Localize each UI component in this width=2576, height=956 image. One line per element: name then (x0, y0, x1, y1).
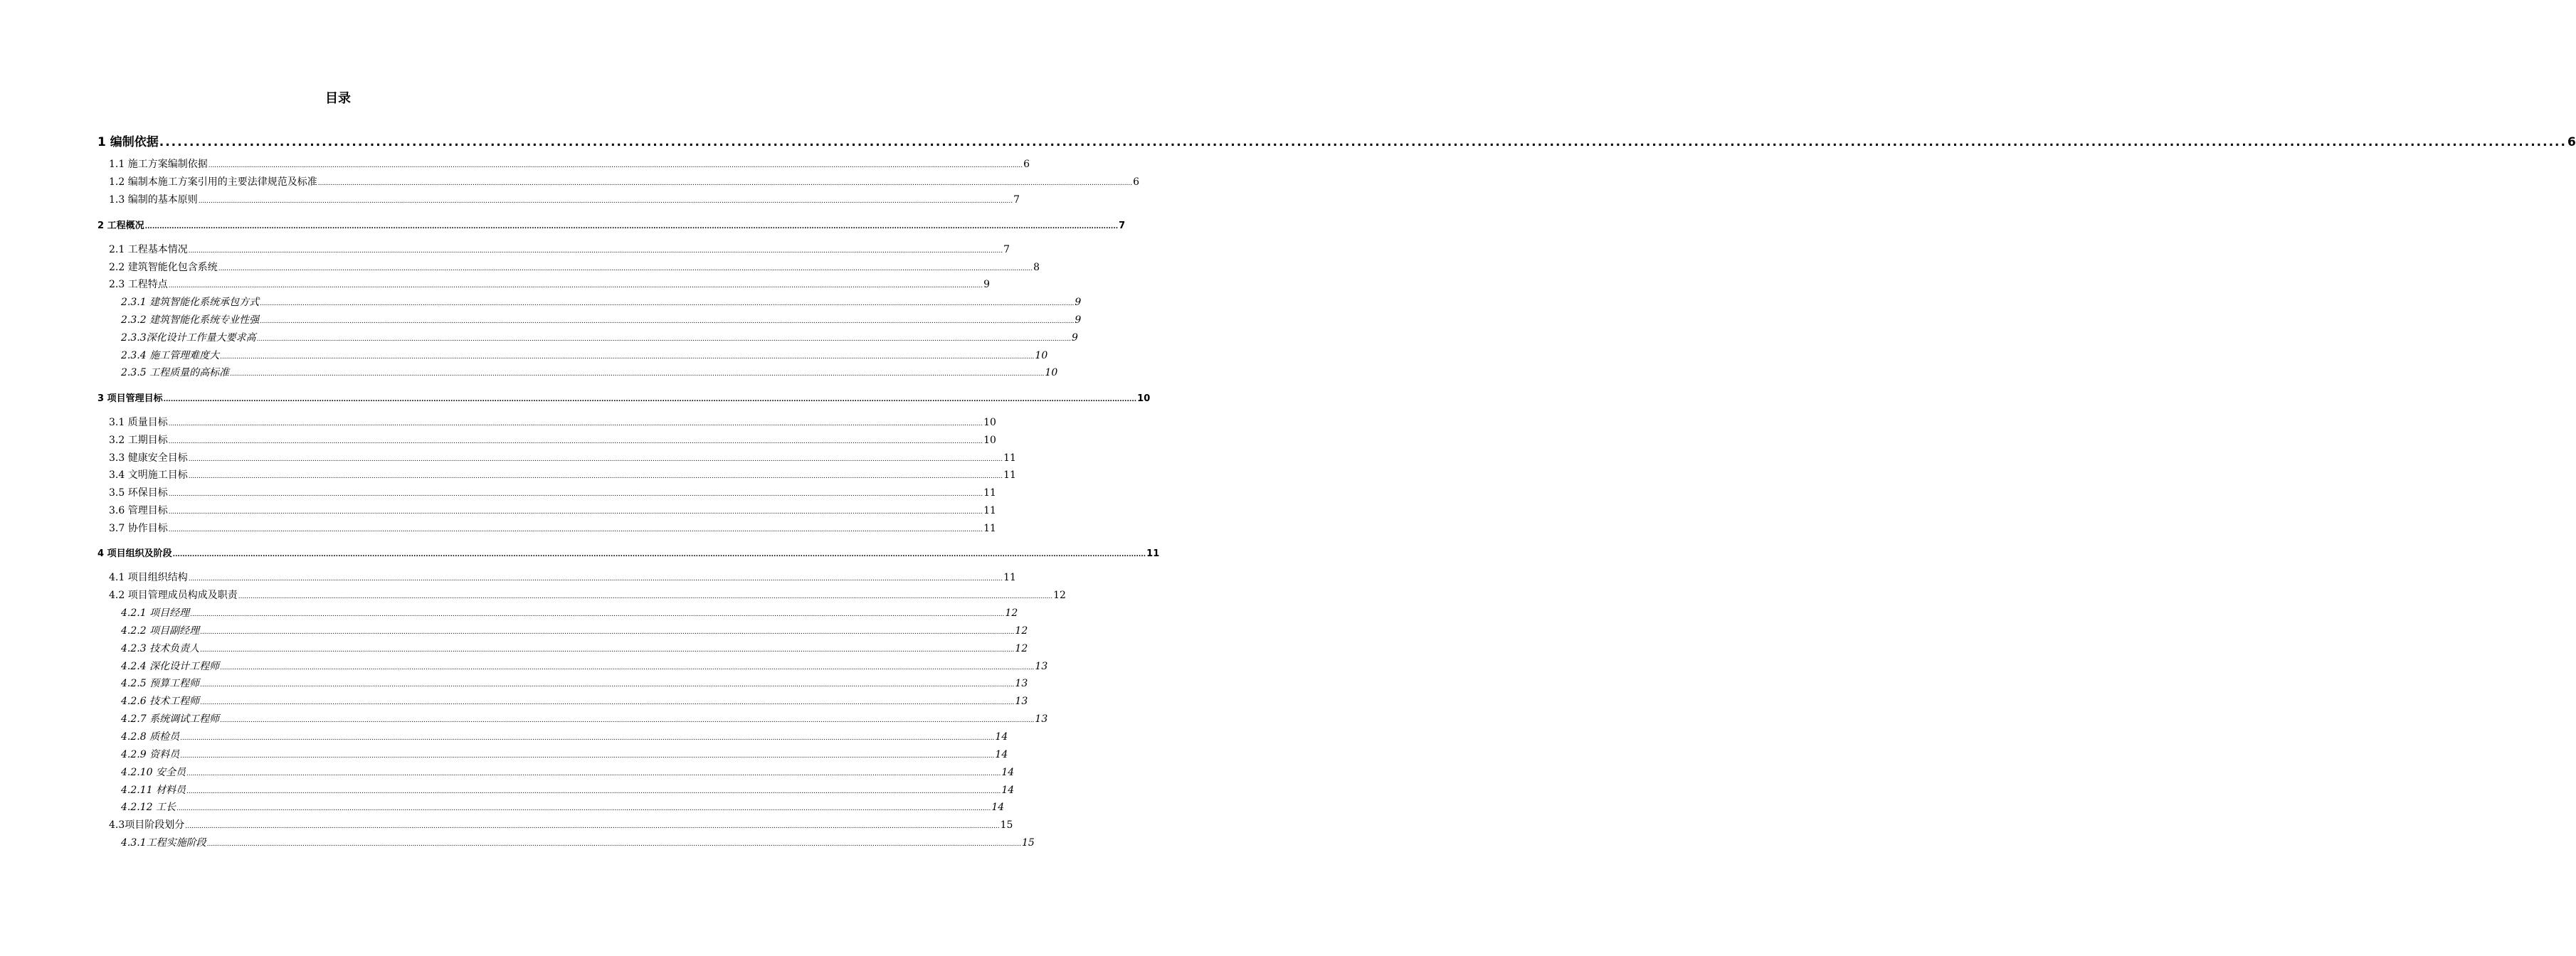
toc-entry-page: 6 (1023, 159, 1030, 170)
toc-leader-dots: ................................................................................................................................................................................................................................................................................................................................................................................................................ (260, 318, 1075, 325)
toc-leader-dots: ................................................................................................................................................................................................................................................................................................................................................................................................................ (176, 805, 991, 812)
toc-leader-dots: ................................................................................................................................................................................................................................................................................................................................................................................................................ (260, 300, 1075, 307)
toc-leader-dots: ................................................................................................................................................................................................................................................................................................................................................................................................................ (188, 248, 1003, 255)
toc-entry-label: 4.2.8 质检员 (121, 731, 180, 743)
toc-entry-page: 12 (1053, 590, 1066, 601)
toc-leader-dots: ................................................................................................................................................................................................................................................................................................................................................................................................................ (238, 593, 1053, 600)
toc-leader-dots: ................................................................................................................................................................................................................................................................................................................................................................................................................ (256, 336, 1071, 343)
toc-entry-page: 11 (1003, 469, 1016, 481)
toc-entry-label: 1.2 编制本施工方案引用的主要法律规范及标准 (109, 176, 317, 188)
toc-entry-page: 11 (1003, 452, 1016, 464)
toc-entry-page: 11 (1146, 548, 1160, 559)
toc-leader-dots: ................................................................................................................................................................................................................................................................................................................................................................................................................ (168, 526, 983, 533)
toc-leader-dots: ................................................................................................................................................................................................................................................................................................................................................................................................................ (206, 841, 1021, 848)
toc-entry-page: 14 (995, 749, 1008, 760)
toc-entry-page: 10 (1045, 367, 1058, 378)
toc-entry-page: 8 (1033, 262, 1040, 273)
toc-entry-page: 14 (1001, 785, 1015, 796)
toc-entry-page: 10 (983, 435, 996, 446)
toc-leader-dots: ................................................................................................................................................................................................................................................................................................................................................................................................................ (168, 438, 983, 445)
toc-leader-dots: ................................................................................................................................................................................................................................................................................................................................................................................................................ (168, 509, 983, 516)
toc-entry-label: 1 编制依据 (97, 135, 159, 149)
toc-entry-label: 3.3 健康安全目标 (109, 452, 188, 464)
toc-entry-label: 1.3 编制的基本原则 (109, 194, 198, 206)
toc-entry[interactable] (109, 521, 996, 535)
toc-entry-page: 9 (1071, 332, 1078, 344)
toc-entry[interactable] (109, 450, 1016, 464)
toc-entry[interactable] (109, 432, 996, 447)
toc-entry[interactable] (109, 588, 1066, 602)
toc-entry-label: 4.2.6 技术工程师 (121, 696, 200, 707)
toc-entry[interactable] (109, 174, 1139, 188)
toc-entry-page: 13 (1035, 713, 1048, 725)
toc-entry-label: 4.2.2 项目副经理 (121, 625, 200, 637)
toc-entry[interactable] (121, 711, 1048, 726)
toc-entry-page: 7 (1119, 221, 1126, 231)
toc-entry[interactable] (121, 729, 1008, 743)
toc-entry-label: 4.2.1 项目经理 (121, 607, 190, 619)
toc-entry[interactable] (97, 132, 2576, 149)
toc-leader-dots: ................................................................................................................................................................................................................................................................................................................................................................................................................ (144, 223, 1119, 230)
toc-entry[interactable] (121, 676, 1028, 690)
toc-entry[interactable] (109, 415, 996, 429)
toc-entry[interactable] (121, 800, 1005, 814)
toc-entry-page: 13 (1015, 678, 1028, 689)
toc-entry-page: 14 (991, 802, 1005, 813)
toc-entry-page: 11 (983, 487, 996, 499)
toc-entry[interactable] (109, 192, 1020, 206)
toc-entry-page: 10 (983, 417, 996, 428)
toc-leader-dots: ................................................................................................................................................................................................................................................................................................................................................................................................................ (188, 456, 1003, 463)
toc-entry[interactable] (109, 260, 1040, 274)
toc-entry-page: 12 (1005, 607, 1018, 619)
toc-leader-dots: ................................................................................................................................................................................................................................................................................................................................................................................................................ (186, 770, 1001, 777)
toc-entry[interactable] (121, 330, 1078, 344)
toc-entry[interactable] (121, 694, 1028, 708)
toc-entry-label: 3.5 环保目标 (109, 487, 168, 499)
toc-entry[interactable] (109, 467, 1016, 482)
toc-entry-label: 4.3.1工程实施阶段 (121, 837, 206, 849)
toc-entry[interactable] (109, 277, 990, 291)
toc-entry-label: 2.3 工程特点 (109, 279, 168, 290)
toc-entry-label: 4.2.11 材料员 (121, 785, 186, 796)
toc-entry-page: 9 (983, 279, 990, 290)
toc-entry-page: 6 (2567, 135, 2576, 149)
toc-entry-label: 4.2.7 系统调试工程师 (121, 713, 220, 725)
toc-entry-page: 9 (1075, 297, 1082, 308)
toc-entry-page: 12 (1015, 643, 1028, 654)
toc-entry-label: 2.3.1 建筑智能化系统承包方式 (121, 297, 260, 308)
toc-entry[interactable] (109, 156, 1030, 171)
toc-leader-dots: ................................................................................................................................................................................................................................................................................................................................................................................................................ (168, 420, 983, 427)
toc-entry-page: 13 (1015, 696, 1028, 707)
toc-leader-dots: ................................................................................................................................................................................................................................................................................................................................................................................................................ (208, 162, 1023, 169)
toc-entry-label: 4.2.4 深化设计工程师 (121, 661, 220, 672)
toc-entry-page: 10 (1137, 393, 1151, 404)
toc-entry-label: 2 工程概况 (97, 221, 144, 231)
toc-entry[interactable] (121, 765, 1015, 779)
toc-entry-page: 14 (995, 731, 1008, 743)
toc-leader-dots: ................................................................................................................................................................................................................................................................................................................................................................................................................ (188, 575, 1003, 583)
toc-entry[interactable] (109, 242, 1010, 256)
toc-leader-dots: ................................................................................................................................................................................................................................................................................................................................................................................................................ (200, 629, 1015, 636)
toc-leader-dots: ................................................................................................................................................................................................................................................................................................................................................................................................................ (185, 823, 1000, 830)
toc-leader-dots: ................................................................................................................................................................................................................................................................................................................................................................................................................ (220, 717, 1035, 724)
toc-entry-label: 1.1 施工方案编制依据 (109, 159, 208, 170)
toc-entry[interactable] (97, 218, 1126, 231)
toc-entry[interactable] (121, 605, 1018, 620)
toc-entry-page: 10 (1035, 350, 1048, 361)
toc-entry-page: 11 (983, 523, 996, 534)
toc-entry-label: 4.2.9 资料员 (121, 749, 180, 760)
toc-entry-label: 4.2.10 安全员 (121, 767, 186, 778)
toc-leader-dots: ................................................................................................................................................................................................................................................................................................................................................................................................................ (180, 735, 995, 742)
toc-leader-dots: ................................................................................................................................................................................................................................................................................................................................................................................................................ (198, 198, 1013, 205)
toc-entry[interactable] (121, 365, 1058, 379)
toc-leader-dots: ................................................................................................................................................................................................................................................................................................................................................................................................................ (317, 180, 1133, 187)
toc-leader-dots: ................................................................................................................................................................................................................................................................................................................................................................................................................ (218, 265, 1033, 272)
toc-leader-dots: ................................................................................................................................................................................................................................................................................................................................................................................................................ (186, 788, 1001, 795)
toc-entry-page: 7 (1013, 194, 1020, 206)
toc-entry-label: 3.1 质量目标 (109, 417, 168, 428)
toc-leader-dots: ................................................................................................................................................................................................................................................................................................................................................................................................................ (190, 611, 1005, 618)
toc-entry-label: 4 项目组织及阶段 (97, 548, 172, 559)
toc-leader-dots: ................................................................................................................................................................................................................................................................................................................................................................................................................ (168, 282, 983, 290)
toc-entry-label: 3.4 文明施工目标 (109, 469, 188, 481)
toc-entry-label: 3 项目管理目标 (97, 393, 163, 404)
toc-entry[interactable] (121, 835, 1035, 849)
toc-entry-page: 9 (1075, 314, 1082, 326)
toc-leader-dots: ................................................................................................................................................................................................................................................................................................................................................................................................................ (180, 753, 995, 760)
toc-entry-label: 4.2.3 技术负责人 (121, 643, 200, 654)
toc-entry-page: 14 (1001, 767, 1015, 778)
toc-entry[interactable] (109, 503, 996, 517)
toc-entry[interactable] (109, 817, 1013, 832)
toc-entry-label: 4.1 项目组织结构 (109, 572, 188, 583)
toc-entry[interactable] (121, 747, 1008, 761)
toc-entry-page: 11 (1003, 572, 1016, 583)
toc-leader-dots: ................................................................................................................................................................................................................................................................................................................................................................................................................ (220, 354, 1035, 361)
toc-entry-page: 6 (1133, 176, 1139, 188)
toc-leader-dots: ................................................................................................................................................................................................................................................................................................................................................................................................................ (200, 699, 1015, 706)
toc-entry-label: 4.2 项目管理成员构成及职责 (109, 590, 238, 601)
toc-entry-label: 2.2 建筑智能化包含系统 (109, 262, 218, 273)
toc-entry[interactable] (121, 348, 1048, 362)
toc-entry-label: 4.3项目阶段划分 (109, 819, 185, 831)
toc-entry-label: 3.7 协作目标 (109, 523, 168, 534)
toc-entry-page: 12 (1015, 625, 1028, 637)
toc-entry[interactable] (97, 391, 1151, 404)
toc-leader-dots: ................................................................................................................................................................................................................................................................................................................................................................................................................ (220, 664, 1035, 671)
toc-entry[interactable] (121, 641, 1028, 655)
toc-leader-dots: ................................................................................................................................................................................................................................................................................................................................................................................................................ (159, 135, 2567, 149)
toc-leader-dots: ................................................................................................................................................................................................................................................................................................................................................................................................................ (200, 681, 1015, 689)
toc-entry-label: 3.2 工期目标 (109, 435, 168, 446)
toc-entry-page: 15 (1000, 819, 1013, 831)
toc-entry-label: 4.2.12 工长 (121, 802, 176, 813)
toc-entry-label: 2.3.2 建筑智能化系统专业性强 (121, 314, 260, 326)
toc-entry-label: 2.1 工程基本情况 (109, 244, 188, 255)
toc-leader-dots: ................................................................................................................................................................................................................................................................................................................................................................................................................ (168, 491, 983, 498)
toc-entry[interactable] (121, 294, 1082, 309)
toc-entry-label: 2.3.5 工程质量的高标准 (121, 367, 230, 378)
toc-entry[interactable] (121, 312, 1082, 326)
toc-entry-label: 2.3.4 施工管理难度大 (121, 350, 220, 361)
toc-leader-dots: ................................................................................................................................................................................................................................................................................................................................................................................................................ (200, 647, 1015, 654)
toc-entry-page: 13 (1035, 661, 1048, 672)
toc-entry[interactable] (109, 485, 996, 499)
toc-leader-dots: ................................................................................................................................................................................................................................................................................................................................................................................................................ (172, 551, 1146, 558)
toc-entry[interactable] (121, 623, 1028, 637)
toc-entry[interactable] (121, 782, 1015, 797)
toc-entry[interactable] (109, 570, 1016, 584)
toc-leader-dots: ................................................................................................................................................................................................................................................................................................................................................................................................................ (163, 396, 1137, 403)
toc-entry-page: 11 (983, 505, 996, 516)
toc-entry-label: 2.3.3深化设计工作量大要求高 (121, 332, 256, 344)
toc-entry-page: 7 (1003, 244, 1010, 255)
toc-entry-page: 15 (1021, 837, 1035, 849)
toc-entry[interactable] (97, 546, 1160, 559)
toc-entry-label: 4.2.5 预算工程师 (121, 678, 200, 689)
toc-leader-dots: ................................................................................................................................................................................................................................................................................................................................................................................................................ (230, 371, 1045, 378)
toc-entry-label: 3.6 管理目标 (109, 505, 168, 516)
toc-title: 目录 (325, 91, 351, 106)
toc-entry[interactable] (121, 659, 1048, 673)
toc-leader-dots: ................................................................................................................................................................................................................................................................................................................................................................................................................ (188, 473, 1003, 480)
